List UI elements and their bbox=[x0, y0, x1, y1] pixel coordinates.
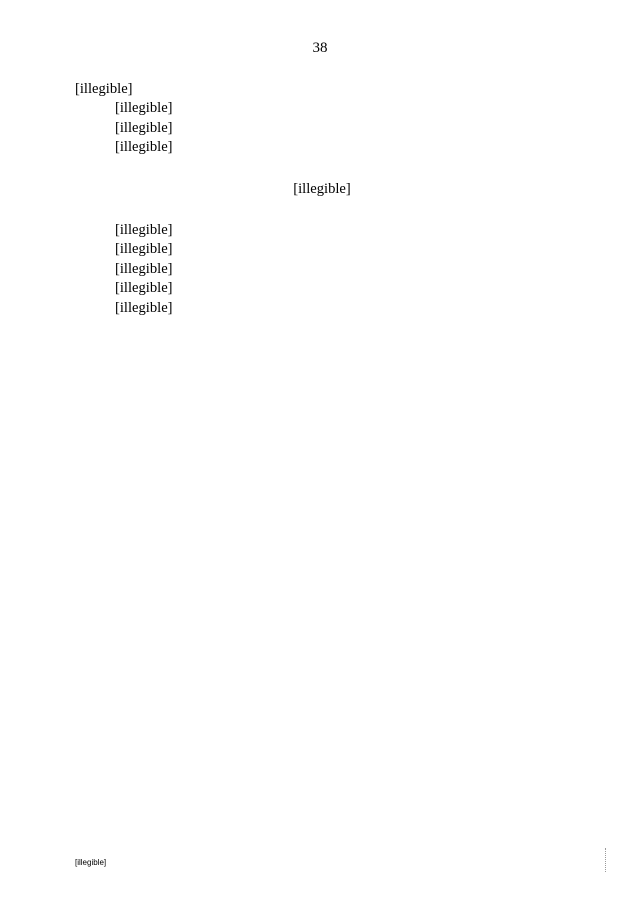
paragraph: [illegible] bbox=[115, 241, 173, 258]
paragraph: [illegible] bbox=[115, 139, 173, 156]
paragraph: [illegible] bbox=[115, 119, 173, 136]
paragraph: [illegible] bbox=[115, 100, 173, 117]
list-item: [illegible] bbox=[115, 299, 173, 316]
paragraph: [illegible] bbox=[115, 222, 173, 239]
paragraph-continuation: [illegible] bbox=[75, 81, 133, 97]
list-item: [illegible] bbox=[115, 260, 173, 277]
list-item: [illegible] bbox=[115, 280, 173, 297]
file-name-footer: [illegible] bbox=[75, 858, 107, 867]
section-heading: [illegible] bbox=[293, 180, 351, 197]
page-number: 38 bbox=[312, 40, 328, 56]
document-body bbox=[75, 80, 569, 318]
scan-artifact bbox=[605, 848, 614, 872]
